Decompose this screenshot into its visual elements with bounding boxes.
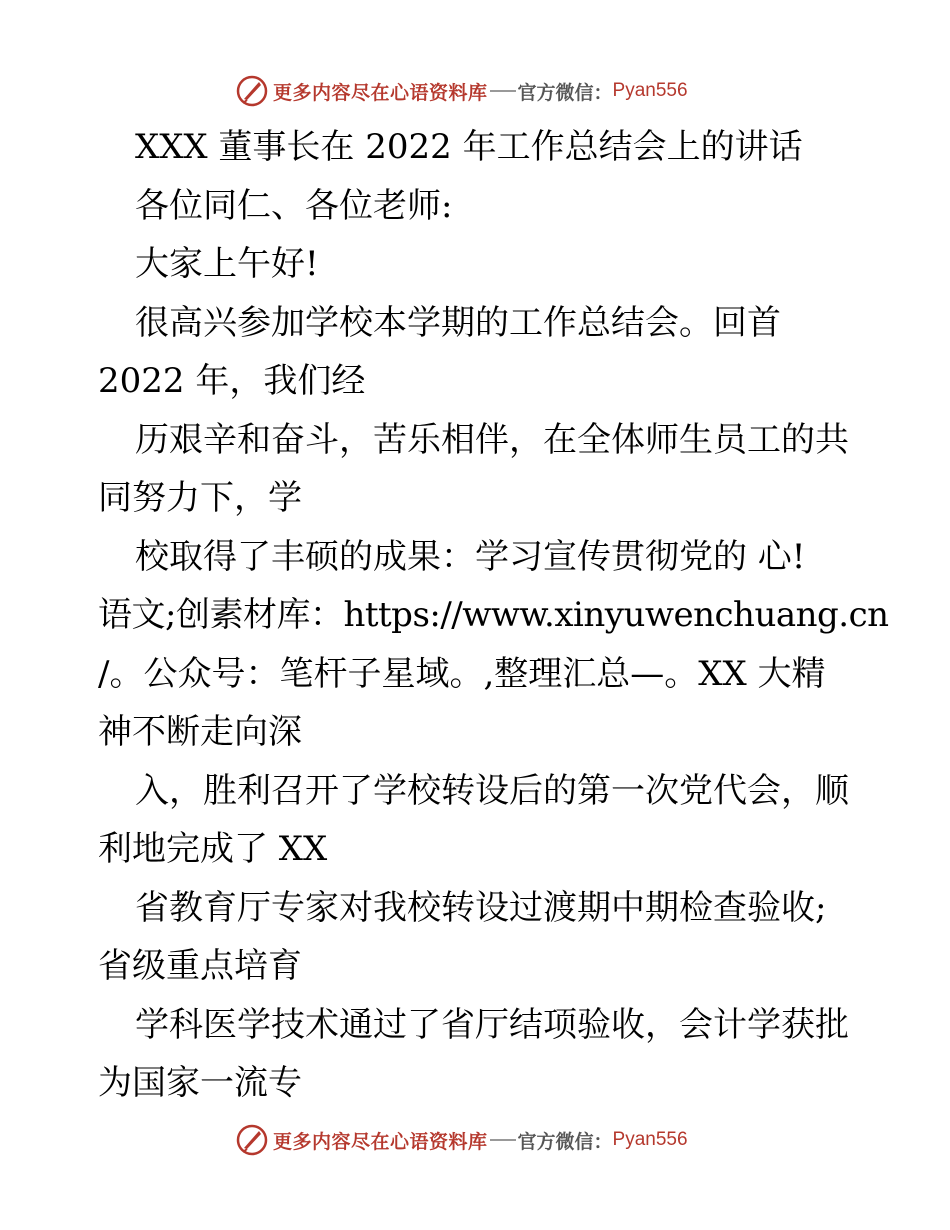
text-line: 同努力下，学 xyxy=(98,478,302,518)
banner-separator xyxy=(490,90,516,92)
document-title: XXX 董事长在 2022 年工作总结会上的讲话 xyxy=(135,127,803,167)
header-watermark-banner xyxy=(235,71,688,111)
quill-logo-icon xyxy=(235,74,269,108)
banner-wechat-id: Pyan556 xyxy=(612,1129,688,1150)
text-line: 历艰辛和奋斗，苦乐相伴，在全体师生员工的共 xyxy=(135,419,849,460)
text-line: 2022 年，我们经 xyxy=(98,361,366,401)
banner-official-label: 官方微信： xyxy=(517,1130,613,1153)
text-line: /。公众号：笔杆子星域。,整理汇总—。XX 大精 xyxy=(98,653,826,694)
quill-logo-icon xyxy=(235,1123,269,1157)
text-line: 语文;创素材库：https://www.xinyuwenchuang.cn xyxy=(98,595,889,635)
banner-site-name: 更多内容尽在心语资料库 xyxy=(273,81,488,104)
banner-official-label: 官方微信： xyxy=(517,81,613,104)
banner-separator xyxy=(490,1139,516,1141)
text-line: 很高兴参加学校本学期的工作总结会。回首 xyxy=(135,302,781,343)
text-line: 为国家一流专 xyxy=(98,1063,302,1103)
text-line: 大家上午好! xyxy=(135,244,319,284)
text-line: 入，胜利召开了学校转设后的第一次党代会，顺 xyxy=(135,770,849,811)
text-line: 省教育厅专家对我校转设过渡期中期检查验收; xyxy=(135,887,827,928)
text-line: 各位同仁、各位老师: xyxy=(135,185,453,226)
document-body xyxy=(98,124,889,1119)
banner-site-name: 更多内容尽在心语资料库 xyxy=(273,1130,488,1153)
footer-watermark-banner xyxy=(235,1120,688,1160)
banner-wechat-id: Pyan556 xyxy=(612,80,688,101)
text-line: 省级重点培育 xyxy=(98,946,302,986)
text-line: 校取得了丰硕的成果：学习宣传贯彻党的 心! xyxy=(135,536,806,577)
text-line: 利地完成了 XX xyxy=(98,829,328,869)
text-line: 学科医学技术通过了省厅结项验收，会计学获批 xyxy=(135,1004,849,1045)
text-line: 神不断走向深 xyxy=(98,712,302,752)
